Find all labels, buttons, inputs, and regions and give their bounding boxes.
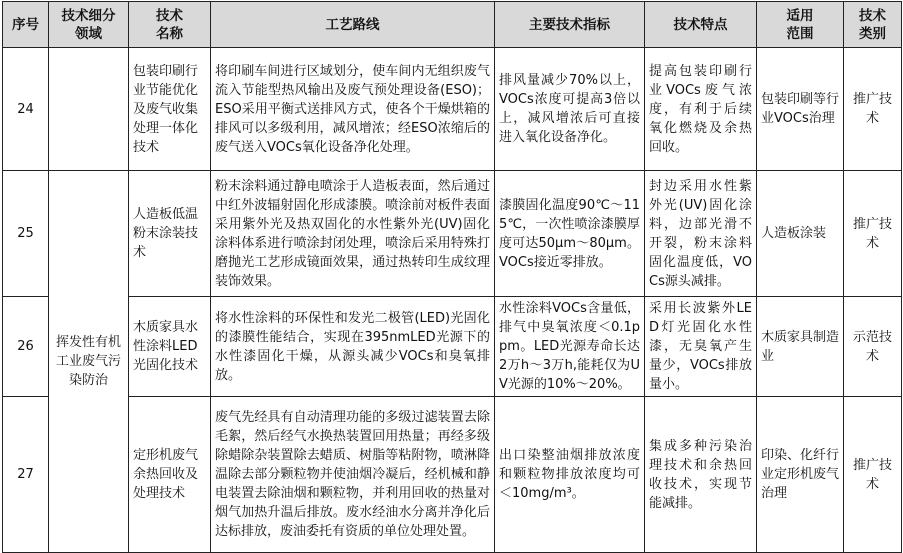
header-scope-line-1: 适用 bbox=[786, 7, 814, 24]
tech-category: 示范技术 bbox=[844, 297, 902, 397]
applicable-scope: 包装印刷等行业VOCs治理 bbox=[757, 48, 844, 171]
tech-name: 人造板低温粉末涂装技术 bbox=[129, 171, 211, 297]
tech-feature: 采用长波紫外LED灯光固化水性漆，无臭氧产生量少，VOCs排放量小。 bbox=[645, 297, 757, 397]
row-number: 26 bbox=[3, 297, 49, 397]
table-row bbox=[3, 171, 902, 297]
tech-category: 推广技术 bbox=[844, 397, 902, 553]
table-row bbox=[3, 297, 902, 397]
applicable-scope: 印染、化纤行业定形机废气治理 bbox=[757, 397, 844, 553]
tech-name: 木质家具水性涂料LED光固化技术 bbox=[129, 297, 211, 397]
row-field-blank bbox=[49, 48, 129, 171]
header-field bbox=[49, 2, 129, 48]
header-category bbox=[844, 2, 902, 48]
process-route: 废气先经具有自动清理功能的多级过滤装置去除毛絮，然后经气水换热装置回用热量；再经多级除蜡除杂装置除去蜡质、树脂等粘附物，喷淋降温除去部分颗粒物并使油烟冷凝后，经机械和静电装置去除油烟和颗粒物，并利用回收的热量对烟气加热升温后排放。废水经油水分离并净化后达标排放，废油委托有资质的单位处理处置。 bbox=[211, 397, 495, 553]
row-number: 27 bbox=[3, 397, 49, 553]
header-name-line-1: 技术 bbox=[156, 7, 183, 24]
main-indicator: 排风量减少70%以上，VOCs浓度可提高3倍以上，减风增浓后可直接进入氧化设备净化。 bbox=[495, 48, 645, 171]
tech-field-merged bbox=[49, 171, 129, 553]
process-route: 粉末涂料通过静电喷涂于人造板表面，然后通过中红外波辐射固化形成漆膜。喷涂前对板件表面采用紫外光及热双固化的水性紫外光(UV)固化涂料体系进行喷涂封闭处理，喷涂后采用特殊打磨抛光工艺形成镜面效果，通过热转印生成纹理装饰效果。 bbox=[211, 171, 495, 297]
header-indicator: 主要技术指标 bbox=[495, 2, 645, 48]
technology-table bbox=[2, 1, 902, 553]
field-line-3: 染防治 bbox=[68, 373, 108, 388]
header-category-line-2: 类别 bbox=[859, 25, 886, 42]
process-route: 将印刷车间进行区域划分，使车间内无组织废气流入节能型热风输出及废气预处理设备(ESO)；ESO采用平衡式送排风方式，使各个干燥烘箱的排风可以多级利用，减风增浓；经ESO浓缩后的废气送入VOCs氧化设备净化处理。 bbox=[211, 48, 495, 171]
header-name bbox=[129, 2, 211, 48]
applicable-scope: 人造板涂装 bbox=[757, 171, 844, 297]
header-row bbox=[3, 2, 902, 48]
header-scope bbox=[757, 2, 844, 48]
field-line-1: 挥发性有机 bbox=[55, 335, 121, 350]
main-indicator: 水性涂料VOCs含量低，排气中臭氧浓度＜0.1ppm。LED光源寿命长达2万h～3万h,能耗仅为UV光源的10%～20%。 bbox=[495, 297, 645, 397]
row-number: 24 bbox=[3, 48, 49, 171]
table-row bbox=[3, 397, 902, 553]
tech-feature: 提高包装印刷行业VOCs废气浓度，有利于后续氧化燃烧及余热回收。 bbox=[645, 48, 757, 171]
tech-feature: 集成多种污染治理技术和余热回收技术，实现节能减排。 bbox=[645, 397, 757, 553]
table-row bbox=[3, 48, 902, 171]
tech-category: 推广技术 bbox=[844, 171, 902, 297]
tech-name: 包装印刷行业节能优化及废气收集处理一体化技术 bbox=[129, 48, 211, 171]
tech-category: 推广技术 bbox=[844, 48, 902, 171]
applicable-scope: 木质家具制造业 bbox=[757, 297, 844, 397]
tech-feature: 封边采用水性紫外光(UV)固化涂料，边部光滑不开裂，粉末涂料固化温度低，VOCs源头减排。 bbox=[645, 171, 757, 297]
field-line-2: 工业废气污 bbox=[55, 354, 121, 369]
main-indicator: 漆膜固化温度90℃～115℃，一次性喷涂漆膜厚度可达50μm～80μm。VOCs接近零排放。 bbox=[495, 171, 645, 297]
header-field-line-1: 技术细分 bbox=[61, 7, 116, 24]
process-route: 将水性涂料的环保性和发光二极管(LED)光固化的漆膜性能结合，实现在395nmLED光源下的水性漆固化干燥，从源头减少VOCs和臭氧排放。 bbox=[211, 297, 495, 397]
row-number: 25 bbox=[3, 171, 49, 297]
header-field-line-2: 领域 bbox=[75, 25, 102, 42]
header-no: 序号 bbox=[3, 2, 49, 48]
main-indicator: 出口染整油烟排放浓度和颗粒物排放浓度均可＜10mg/m³。 bbox=[495, 397, 645, 553]
header-route: 工艺路线 bbox=[211, 2, 495, 48]
tech-name: 定形机废气余热回收及处理技术 bbox=[129, 397, 211, 553]
header-scope-line-2: 范围 bbox=[786, 25, 814, 42]
header-category-line-1: 技术 bbox=[859, 7, 886, 24]
header-feature: 技术特点 bbox=[645, 2, 757, 48]
header-name-line-2: 名称 bbox=[156, 25, 183, 42]
